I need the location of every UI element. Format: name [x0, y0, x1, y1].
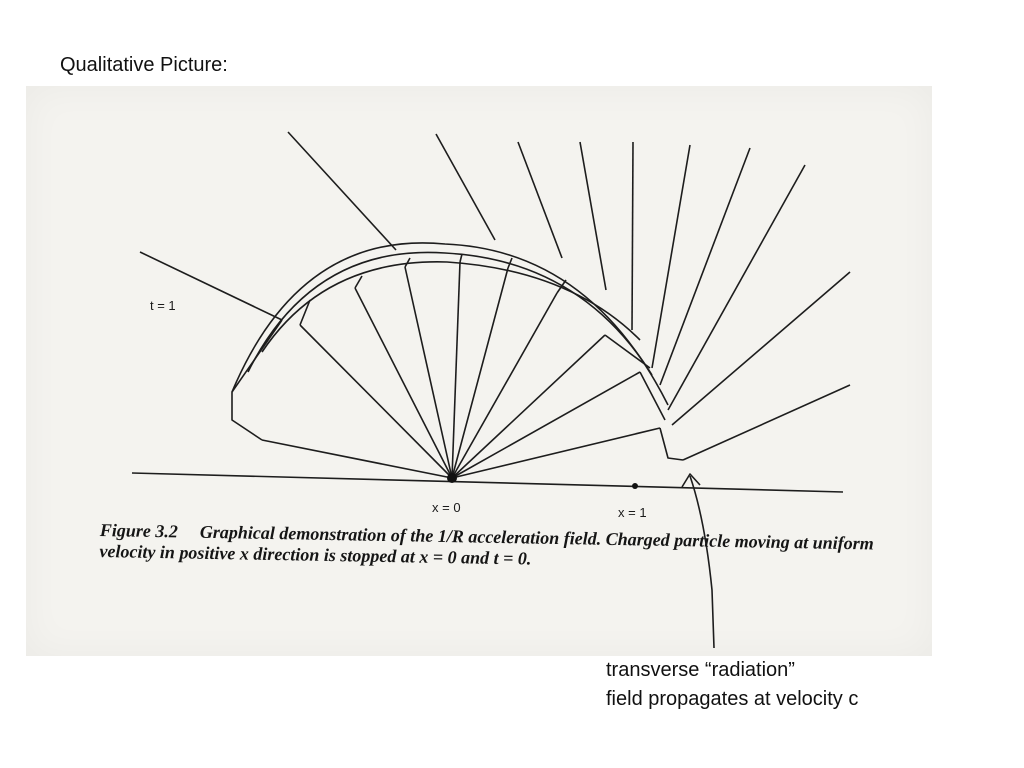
figure-number: Figure 3.2: [99, 520, 179, 542]
label-x0: x = 0: [432, 500, 461, 515]
annotation-line-1: transverse “radiation”: [606, 659, 795, 681]
label-t1: t = 1: [150, 298, 176, 313]
slide-title: Qualitative Picture:: [60, 54, 228, 76]
figure-caption-text: Graphical demonstration of the 1/R acceleration field. Charged particle moving at uniform velocity in positive x direction is stopped at x = 0 and t = 0.: [99, 521, 874, 569]
radiation-annotation: [606, 656, 858, 714]
inner-field-lines: [262, 262, 660, 478]
x1-marker-dot: [632, 483, 638, 489]
x-axis-line: [132, 473, 843, 492]
annotation-line-2: field propagates at velocity c: [606, 688, 859, 710]
radiation-shell-middle: [248, 252, 652, 375]
field-line-kinks: [232, 254, 683, 460]
outer-field-lines: [140, 132, 850, 460]
charge-origin-dot: [447, 473, 457, 483]
label-x1: x = 1: [618, 505, 647, 520]
